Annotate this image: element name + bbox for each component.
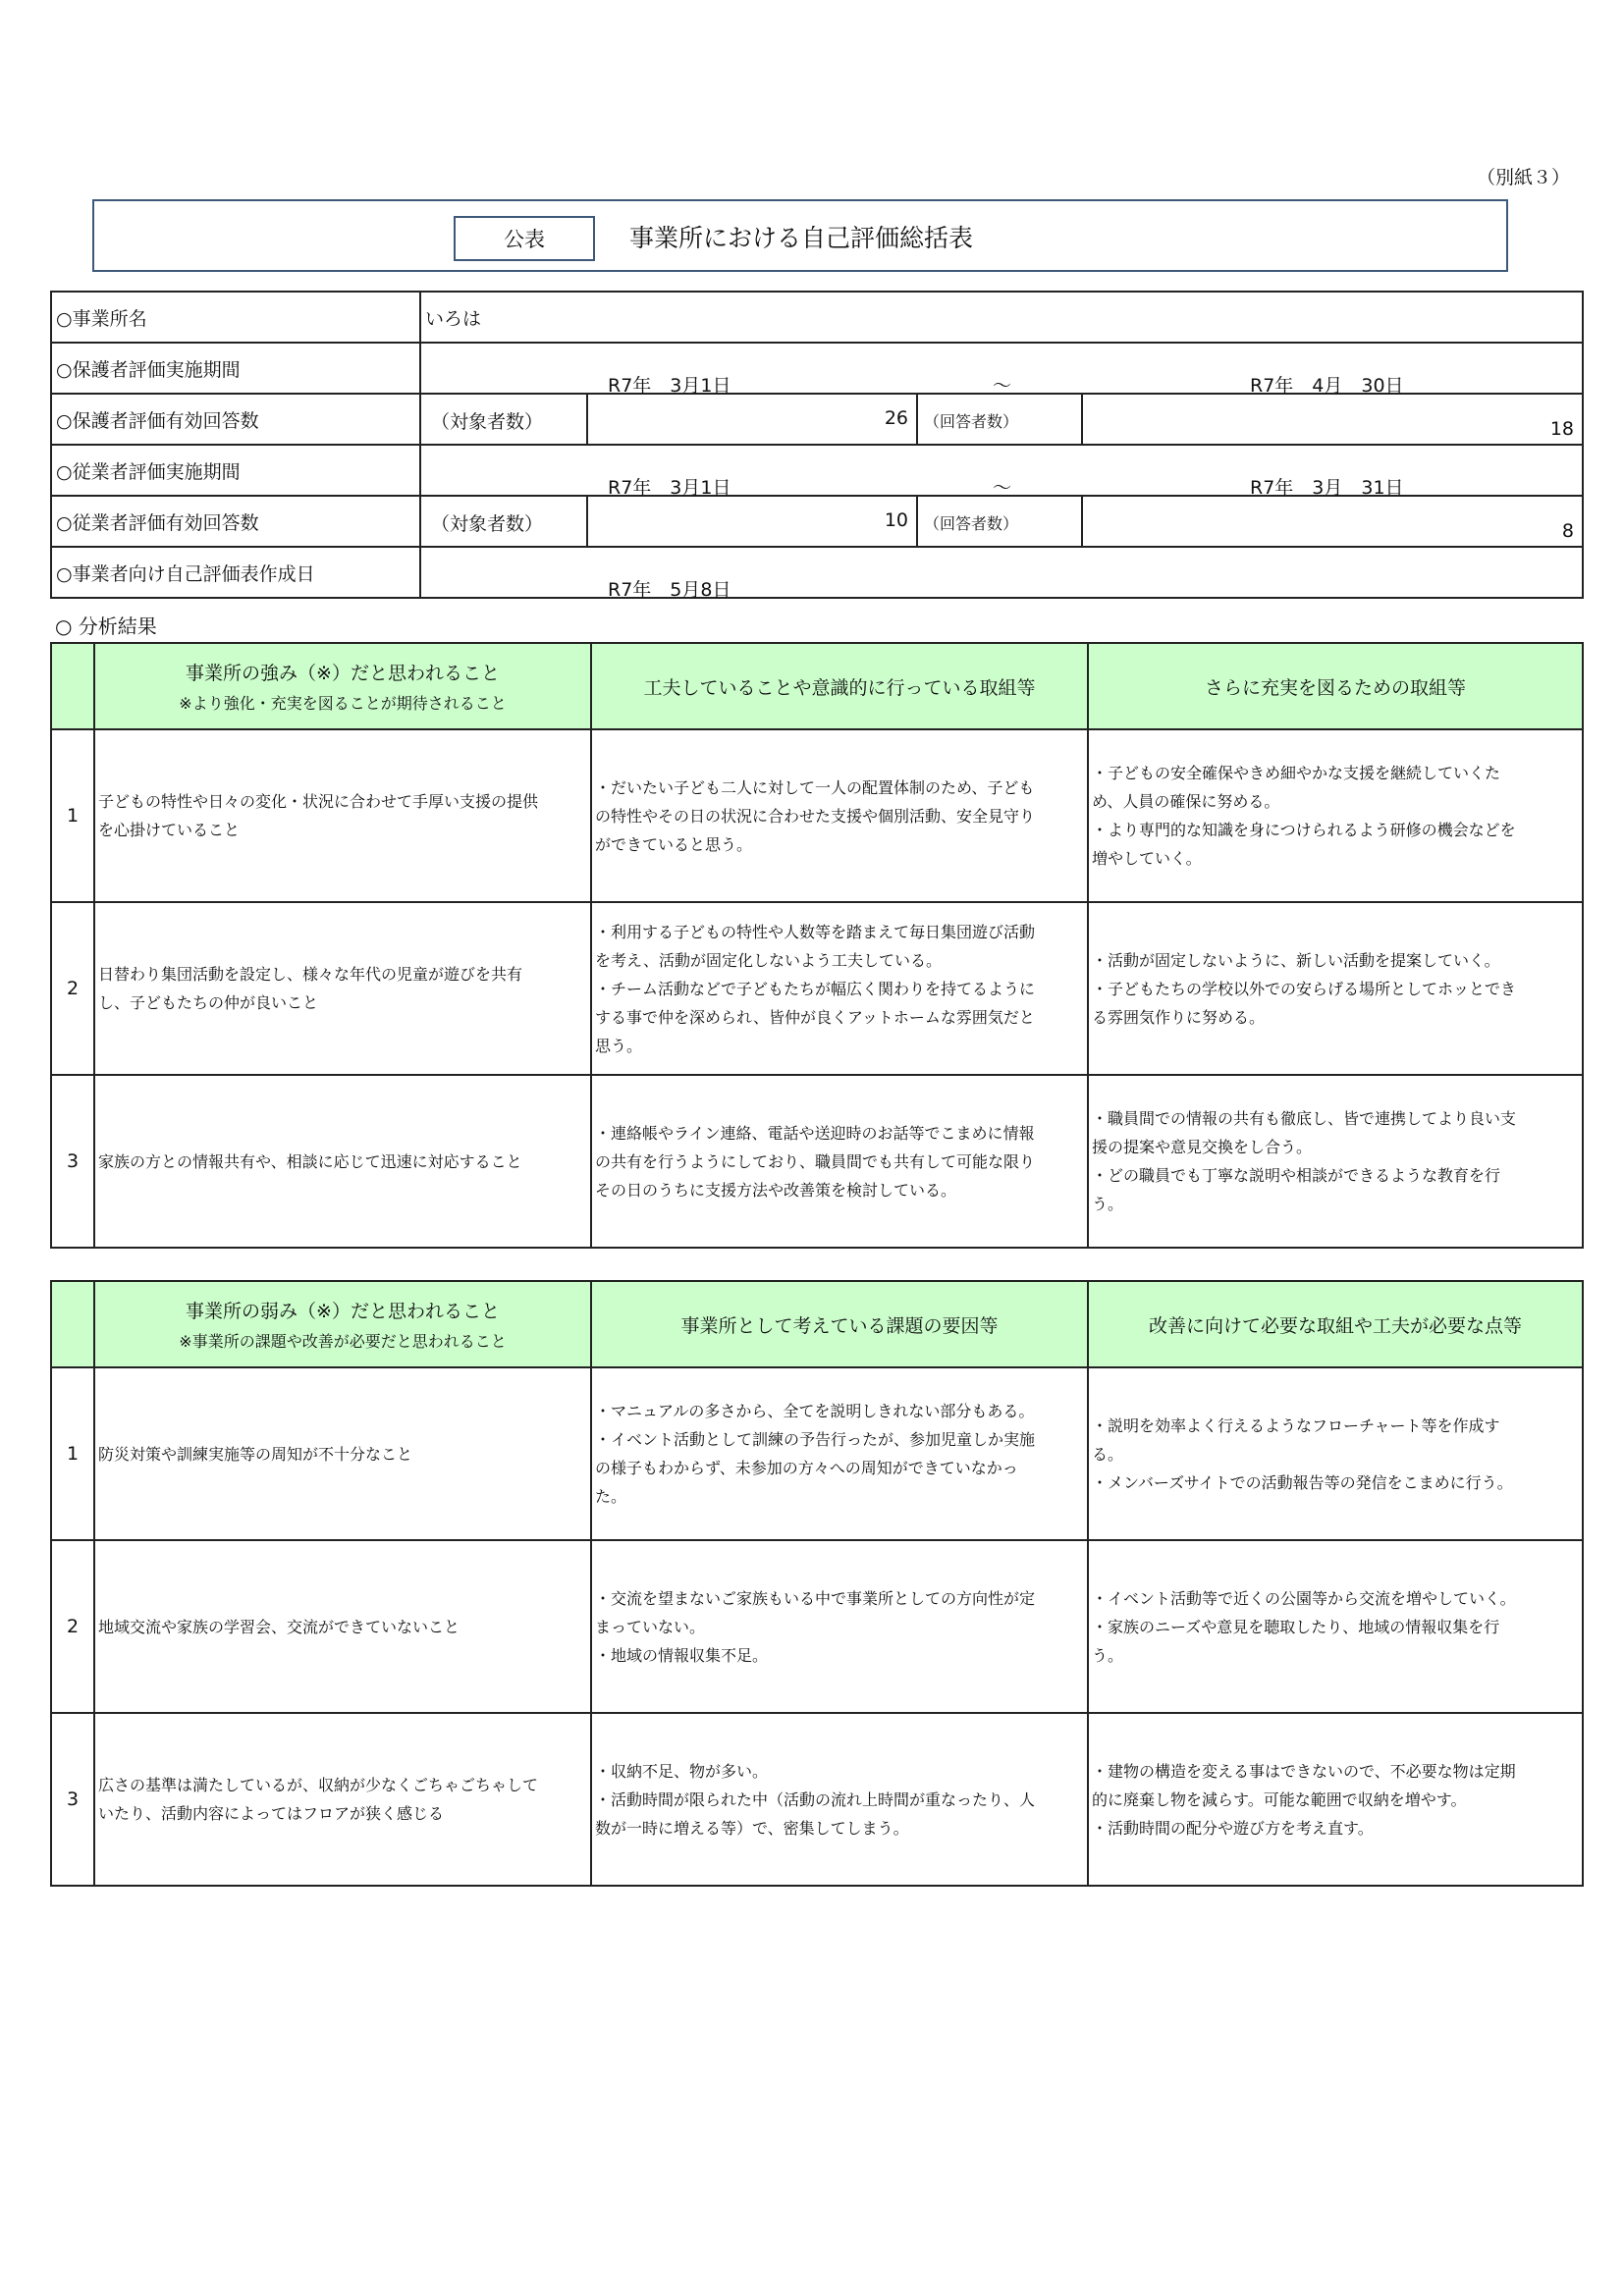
cell-text-line: 日替わり集団活動を設定し、様々な年代の児童が遊びを共有: [98, 965, 523, 984]
cell-c2: [591, 1075, 1088, 1248]
cell-c3: [1088, 729, 1583, 902]
parent-period-value: [420, 343, 1583, 397]
cell-text-line: いたり、活動内容によってはフロアが狭く感じる: [98, 1804, 445, 1823]
cell-text-line: の特性やその日の状況に合わせた支援や個別活動、安全見守り: [595, 806, 1036, 826]
page-title: 事業所における自己評価総括表: [629, 224, 974, 252]
table-row: [51, 1075, 1583, 1248]
header-number-cell: [51, 643, 94, 729]
cell-text-line: 地域交流や家族の学習会、交流ができていないこと: [98, 1617, 460, 1636]
cell-c1: [94, 1540, 591, 1713]
cell-text-line: ・活動が固定しないように、新しい活動を提案していく。: [1092, 950, 1500, 970]
analysis-section-label: ○ 分析結果: [55, 614, 157, 638]
table-row: [51, 1713, 1583, 1886]
staff-target-value: 10: [884, 509, 908, 531]
row-number: 2: [51, 1540, 94, 1713]
cell-c3: [1088, 1713, 1583, 1886]
cell-c3: [1088, 1367, 1583, 1540]
cell-text-line: する事で仲を深められ、皆仲が良くアットホームな雰囲気だと: [595, 1007, 1035, 1027]
staff-period-label: ○従業者評価実施期間: [51, 445, 420, 496]
cell-text-line: 家族の方との情報共有や、相談に応じて迅速に対応すること: [98, 1151, 522, 1171]
weaknesses-header-improvements: 改善に向けて必要な取組や工夫が必要な点等: [1088, 1281, 1583, 1367]
cell-text-line: ・説明を効率よく行えるようなフローチャート等を作成す: [1092, 1415, 1500, 1435]
cell-text-line: 防災対策や訓練実施等の周知が不十分なこと: [98, 1444, 413, 1464]
strengths-header-main: 事業所の強み（※）だと思われること: [186, 663, 500, 684]
cell-text-line: し、子どもたちの仲が良いこと: [98, 993, 319, 1012]
staff-period-start: R7年 3月1日: [608, 477, 731, 499]
cell-text-line: ・交流を望まないご家族もいる中で事業所としての方向性が定: [595, 1588, 1036, 1608]
created-date-value: R7年 5月8日: [608, 579, 731, 601]
cell-c2: [591, 729, 1088, 902]
cell-text-line: ・メンバーズサイトでの活動報告等の発信をこまめに行う。: [1092, 1472, 1513, 1492]
header-number-cell: [51, 1281, 94, 1367]
cell-text-line: の様子もわからず、未参加の方々への周知ができていなかっ: [595, 1459, 1018, 1477]
cell-text-line: ・子どもたちの学校以外での安らげる場所としてホッとでき: [1092, 979, 1517, 998]
row-number: 2: [51, 902, 94, 1075]
parent-period-end: R7年 4月 30日: [1250, 375, 1404, 397]
cell-text-line: め、人員の確保に努める。: [1092, 792, 1280, 811]
cell-text-line: ・マニュアルの多さから、全てを説明しきれない部分もある。: [595, 1402, 1035, 1420]
staff-period-value: [420, 445, 1583, 499]
cell-text-line: その日のうちに支援方法や改善策を検討している。: [595, 1180, 957, 1200]
cell-text-line: ・だいたい子ども二人に対して一人の配置体制のため、子ども: [595, 777, 1035, 797]
parent-answer-value: 18: [1549, 418, 1575, 440]
cell-text-line: た。: [595, 1487, 627, 1506]
staff-period-separator: ～: [993, 477, 1012, 499]
cell-text-line: ・家族のニーズや意見を聴取したり、地域の情報収集を行: [1092, 1617, 1500, 1636]
cell-text-line: ・活動時間の配分や遊び方を考え直す。: [1092, 1818, 1374, 1838]
attachment-label: （別紙３）: [1477, 167, 1571, 188]
weaknesses-header-causes: 事業所として考えている課題の要因等: [591, 1281, 1088, 1367]
cell-text-line: う。: [1092, 1195, 1124, 1213]
cell-c2: [591, 1540, 1088, 1713]
cell-text-line: ・利用する子どもの特性や人数等を踏まえて毎日集団遊び活動: [595, 922, 1036, 941]
staff-answer-value: 8: [1561, 520, 1575, 542]
row-number: 3: [51, 1075, 94, 1248]
cell-text-line: 援の提案や意見交換をし合う。: [1092, 1138, 1313, 1156]
cell-text-line: を考え、活動が固定化しないよう工夫している。: [595, 950, 942, 970]
parent-period-label: ○保護者評価実施期間: [51, 343, 420, 394]
cell-text-line: う。: [1092, 1645, 1124, 1665]
cell-text-line: る。: [1092, 1444, 1124, 1464]
weaknesses-header-sub: ※事業所の課題や改善が必要だと思われること: [179, 1332, 507, 1351]
cell-text-line: ・連絡帳やライン連絡、電話や送迎時のお話等でこまめに情報: [595, 1123, 1035, 1143]
weaknesses-header: [94, 1281, 591, 1367]
cell-text-line: 広さの基準は満たしているが、収納が少なくごちゃごちゃして: [98, 1776, 539, 1794]
strengths-table: [50, 642, 1584, 1249]
title-box: [92, 199, 1508, 272]
cell-text-line: 思う。: [595, 1036, 643, 1055]
created-date-cell: [420, 547, 1583, 601]
parent-period-separator: ～: [993, 375, 1012, 397]
cell-text-line: ・子どもの安全確保やきめ細やかな支援を継続していくた: [1092, 764, 1501, 782]
cell-text-line: を心掛けていること: [98, 821, 241, 839]
cell-c2: [591, 1367, 1088, 1540]
strengths-header-enhancements: さらに充実を図るための取組等: [1088, 643, 1583, 729]
facility-info-table: [50, 291, 1584, 599]
cell-text-line: の共有を行うようにしており、職員間でも共有して可能な限り: [595, 1151, 1036, 1171]
cell-text-line: ・チーム活動などで子どもたちが幅広く関わりを持てるように: [595, 979, 1036, 998]
parent-answer-label: （回答者数）: [924, 412, 1019, 431]
strengths-header-sub: ※より強化・充実を図ることが期待されること: [179, 694, 507, 713]
cell-c3: [1088, 902, 1583, 1075]
cell-c1: [94, 902, 591, 1075]
table-row: [51, 902, 1583, 1075]
row-number: 1: [51, 729, 94, 902]
row-number: 1: [51, 1367, 94, 1540]
weaknesses-table: [50, 1280, 1584, 1887]
cell-text-line: ・収納不足、物が多い。: [595, 1761, 769, 1781]
table-row: [51, 729, 1583, 902]
staff-answer-label: （回答者数）: [924, 514, 1019, 533]
cell-text-line: ・建物の構造を変える事はできないので、不必要な物は定期: [1092, 1761, 1516, 1781]
cell-text-line: ・職員間での情報の共有も徹底し、皆で連携してより良い支: [1092, 1109, 1517, 1128]
cell-text-line: ・イベント活動として訓練の予告行ったが、参加児童しか実施: [595, 1430, 1036, 1449]
parent-target-value: 26: [884, 407, 908, 429]
strengths-header-efforts: 工夫していることや意識的に行っている取組等: [591, 643, 1088, 729]
cell-text-line: ができていると思う。: [595, 834, 753, 854]
created-date-label: ○事業者向け自己評価表作成日: [51, 547, 420, 598]
cell-text-line: ・どの職員でも丁寧な説明や相談ができるような教育を行: [1092, 1166, 1501, 1185]
cell-text-line: 数が一時に増える等）で、密集してしまう。: [595, 1818, 909, 1838]
table-row: [51, 1367, 1583, 1540]
cell-text-line: 子どもの特性や日々の変化・状況に合わせて手厚い支援の提供: [98, 792, 539, 811]
staff-count-label: ○従業者評価有効回答数: [51, 496, 420, 547]
cell-text-line: 的に廃棄し物を減らす。可能な範囲で収納を増やす。: [1092, 1789, 1467, 1809]
staff-period-end: R7年 3月 31日: [1250, 477, 1404, 499]
cell-text-line: まっていない。: [595, 1617, 706, 1636]
row-number: 3: [51, 1713, 94, 1886]
cell-c1: [94, 729, 591, 902]
facility-name-value: いろは: [420, 292, 1583, 343]
cell-text-line: ・地域の情報収集不足。: [595, 1645, 769, 1665]
cell-c3: [1088, 1540, 1583, 1713]
cell-c1: [94, 1367, 591, 1540]
cell-text-line: る雰囲気作りに努める。: [1092, 1007, 1266, 1027]
parent-count-label: ○保護者評価有効回答数: [51, 394, 420, 445]
parent-target-label: （対象者数）: [431, 411, 544, 433]
table-row: [51, 1540, 1583, 1713]
cell-text-line: ・活動時間が限られた中（活動の流れ上時間が重なったり、人: [595, 1789, 1036, 1809]
cell-text-line: ・イベント活動等で近くの公園等から交流を増やしていく。: [1092, 1588, 1516, 1608]
cell-c2: [591, 902, 1088, 1075]
staff-target-label: （対象者数）: [431, 513, 544, 535]
weaknesses-header-main: 事業所の弱み（※）だと思われること: [186, 1301, 500, 1322]
cell-c3: [1088, 1075, 1583, 1248]
cell-text-line: 増やしていく。: [1092, 849, 1202, 868]
cell-c1: [94, 1075, 591, 1248]
strengths-header: [94, 643, 591, 729]
parent-period-start: R7年 3月1日: [608, 375, 731, 397]
cell-text-line: ・より専門的な知識を身につけられるよう研修の機会などを: [1092, 821, 1516, 839]
cell-c2: [591, 1713, 1088, 1886]
cell-c1: [94, 1713, 591, 1886]
publication-tag: 公表: [454, 216, 595, 261]
facility-name-label: ○事業所名: [51, 292, 420, 343]
